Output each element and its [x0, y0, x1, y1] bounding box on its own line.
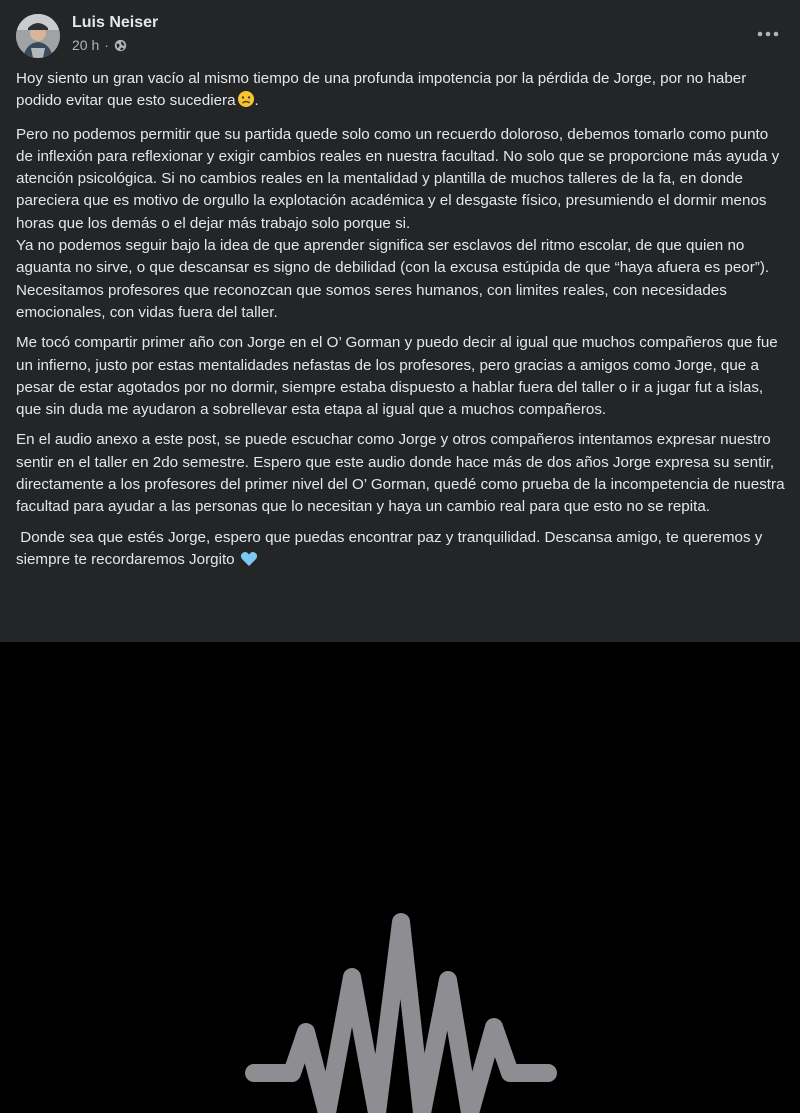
- post-paragraph: Pero no podemos permitir que su partida quede solo como un recuerdo doloroso, debemos tomarlo como punto de inflexión para reflexionar y exigir cambios reales en nuestra facultad. No solo que se proporcione más ayuda y atención psicológica. Si no cambios reales en la mentalidad y plantilla de muchos talleres de la fa, en donde pareciera que es motivo de orgullo la explotación académica y el desgaste físico, presumiendo el dormir menos horas que los demás o el dejar más trabajo solo porque si. Ya no podemos seguir bajo la idea de que aprender significa ser esclavos del ritmo escolar, de que quien no aguanta no sirve, o que descansar es signo de debilidad (con la excusa estúpida de que “haya afuera es peor”). Necesitamos profesores que reconozcan que somos seres humanos, con limites reales, con necesidades emocionales, con vidas fuera del taller.: [16, 125, 780, 321]
- audio-waveform-icon: [0, 642, 800, 1113]
- author-name[interactable]: Luis Neiser: [72, 14, 159, 31]
- sad-face-emoji: [237, 90, 255, 115]
- meta-separator: ·: [104, 37, 109, 53]
- light-blue-heart-emoji: [240, 551, 258, 574]
- audio-attachment[interactable]: [0, 642, 800, 1113]
- post-header: [0, 0, 800, 64]
- post-timestamp[interactable]: 20 h: [72, 37, 100, 53]
- more-dots-icon: [757, 31, 779, 37]
- post-meta: [72, 37, 127, 53]
- post-paragraph: Donde sea que estés Jorge, espero que puedas encontrar paz y tranquilidad. Descansa amigo, te queremos y siempre te recordaremos Jorgito: [16, 527, 786, 575]
- post-paragraph: Me tocó compartir primer año con Jorge en el O’ Gorman y puedo decir al igual que muchos compañeros que fue un infierno, justo por estas mentalidades nefastas de los profesores, pero gracias a amigos como Jorge, que a pesar de estar agotados por no dormir, siempre estaba dispuesto a hablar fuera del taller o ir a jugar fut a islas, que sin duda me ayudaron a sobrellevar esta etapa al igual que a muchos compañeros.: [16, 334, 782, 419]
- more-options-button[interactable]: [752, 20, 784, 48]
- author-avatar[interactable]: [16, 14, 60, 58]
- post-paragraph: En el audio anexo a este post, se puede escuchar como Jorge y otros compañeros intentamos expresar nuestro sentir en el taller en 2do semestre. Espero que este audio donde hace más de dos años Jorge expresa su sentir, directamente a los profesores del primer nivel del O’ Gorman, quedé como prueba de la incompetencia de nuestra facultad para ayudar a las personas que lo necesitan y haya un cambio real para que esto no se repita.: [16, 431, 789, 516]
- globe-icon[interactable]: [114, 39, 127, 52]
- post-body: [16, 68, 789, 582]
- avatar-image: [16, 14, 60, 58]
- post-paragraph: Hoy siento un gran vacío al mismo tiempo de una profunda impotencia por la pérdida de Jorge, por no haber podido evitar que esto sucediera .: [16, 68, 786, 116]
